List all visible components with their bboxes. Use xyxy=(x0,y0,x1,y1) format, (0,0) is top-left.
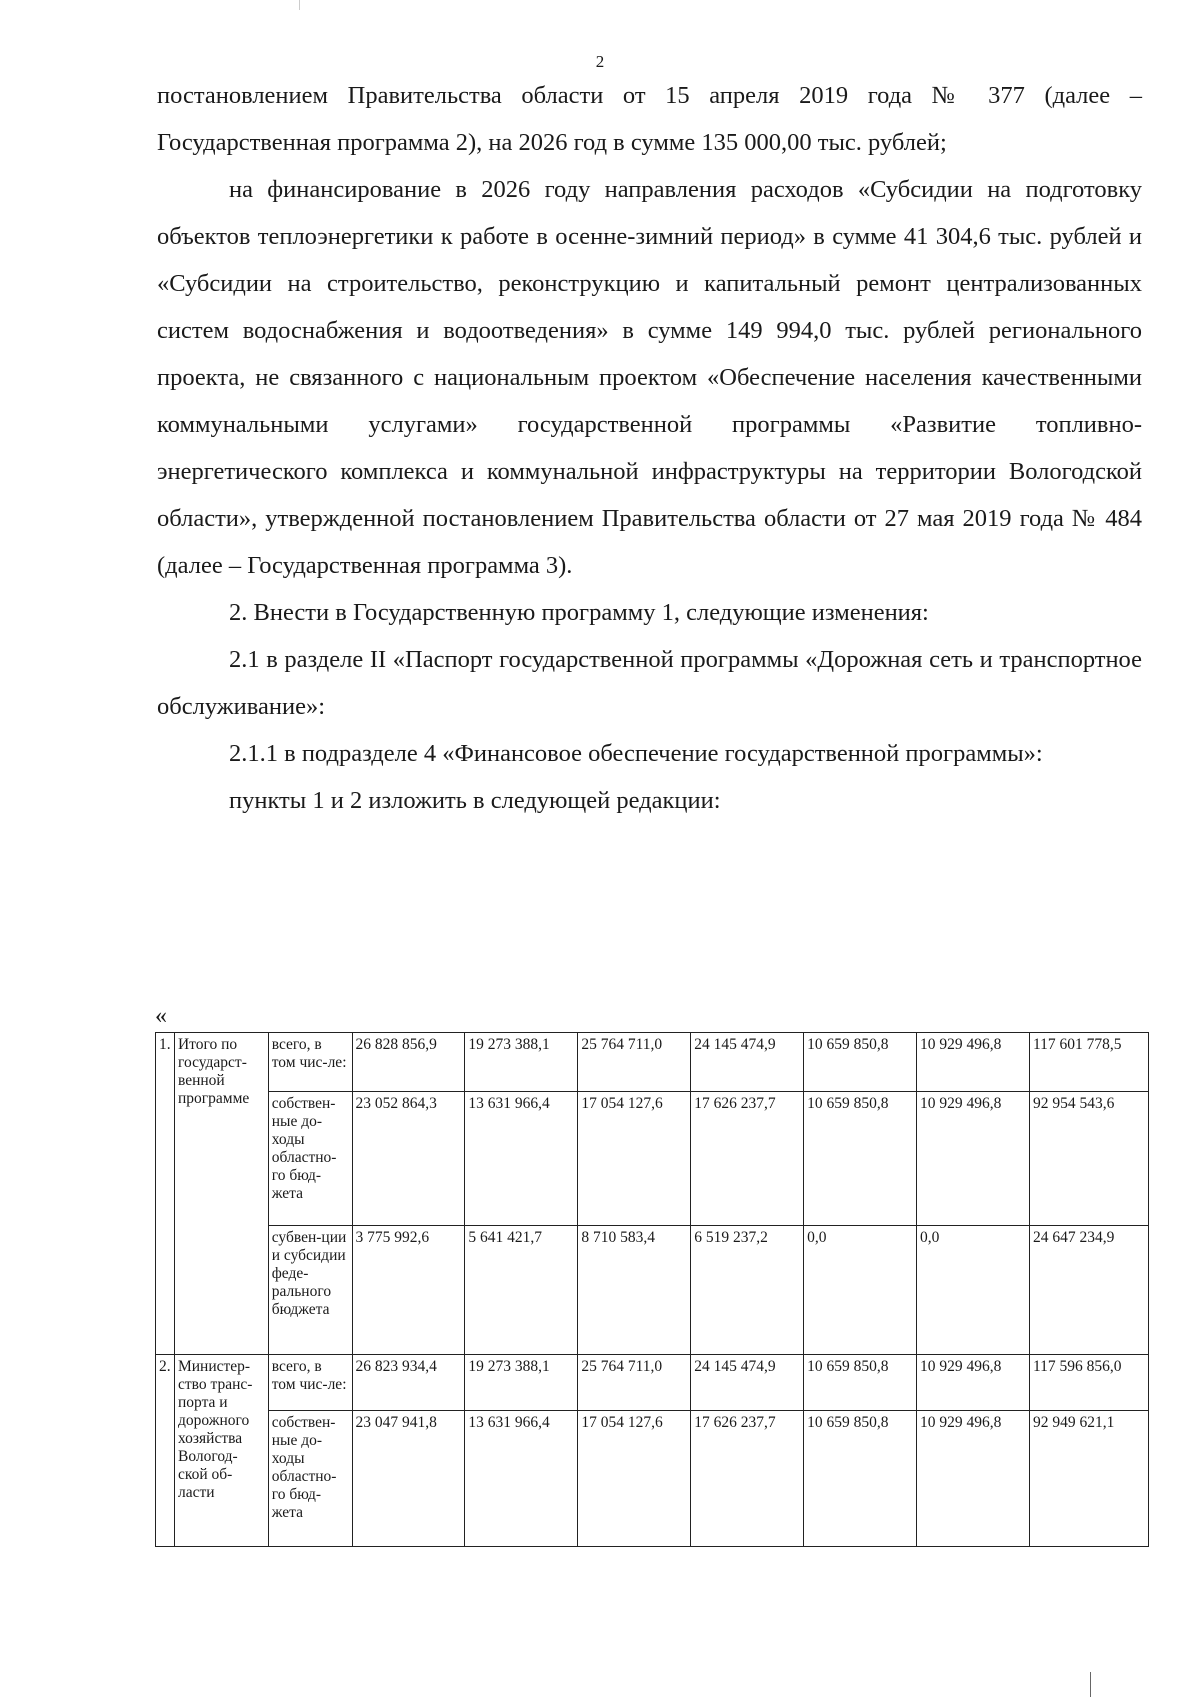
value-cell: 117 596 856,0 xyxy=(1029,1355,1148,1411)
value-cell: 17 626 237,7 xyxy=(691,1092,804,1226)
table-row xyxy=(156,1092,1149,1226)
table-row xyxy=(156,1033,1149,1092)
row-label: всего, в том чис-ле: xyxy=(268,1355,352,1411)
paragraph: 2. Внести в Государственную программу 1, следующие изменения: xyxy=(229,599,929,626)
row-label: собствен-ные до-ходы областно-го бюд-жета xyxy=(268,1092,352,1226)
paragraph: 2.1 в разделе II «Паспорт государственной программы «Дорожная сеть и транспортное обслуживание»: xyxy=(157,646,1142,720)
value-cell: 0,0 xyxy=(917,1226,1030,1355)
value-cell: 6 519 237,2 xyxy=(691,1226,804,1355)
value-cell: 13 631 966,4 xyxy=(465,1411,578,1547)
table-row xyxy=(156,1355,1149,1411)
value-cell: 92 954 543,6 xyxy=(1029,1092,1148,1226)
value-cell: 0,0 xyxy=(804,1226,917,1355)
value-cell: 10 929 496,8 xyxy=(917,1092,1030,1226)
value-cell: 24 145 474,9 xyxy=(691,1033,804,1092)
paragraph: 2.1.1 в подразделе 4 «Финансовое обеспечение государственной программы»: xyxy=(229,740,1043,767)
value-cell: 17 626 237,7 xyxy=(691,1411,804,1547)
value-cell: 24 647 234,9 xyxy=(1029,1226,1148,1355)
value-cell: 10 659 850,8 xyxy=(804,1033,917,1092)
paragraph: на финансирование в 2026 году направления расходов «Субсидии на подготовку объектов теплоэнергетики к работе в осенне-зимний период» в сумме 41 304,6 тыс. рублей и «Субсидии на строительство, реконструкцию и капитальный ремонт централизованных систем водоснабжения и водоотведения» в сумме 149 994,0 тыс. рублей регионального проекта, не связанного с национальным проектом «Обеспечение населения качественными коммунальными услугами» государственной программы «Развитие топливно-энергетического комплекса и коммунальной инфраструктуры на территории Вологодской области», утвержденной постановлением Правительства области от 27 мая 2019 года № 484 (далее – Государственная программа 3). xyxy=(157,176,1142,579)
value-cell: 8 710 583,4 xyxy=(578,1226,691,1355)
row-label: собствен-ные до-ходы областно-го бюд-жета xyxy=(268,1411,352,1547)
value-cell: 10 929 496,8 xyxy=(917,1411,1030,1547)
value-cell: 25 764 711,0 xyxy=(578,1355,691,1411)
table-row xyxy=(156,1411,1149,1547)
financing-table xyxy=(155,1032,1149,1547)
value-cell: 10 929 496,8 xyxy=(917,1355,1030,1411)
value-cell: 92 949 621,1 xyxy=(1029,1411,1148,1547)
value-cell: 25 764 711,0 xyxy=(578,1033,691,1092)
value-cell: 17 054 127,6 xyxy=(578,1092,691,1226)
paragraph: постановлением Правительства области от 15 апреля 2019 года № 377 (далее – Государственная программа 2), на 2026 год в сумме 135 000,00 тыс. рублей; xyxy=(157,82,1142,156)
row-label: всего, в том чис-ле: xyxy=(268,1033,352,1092)
value-cell: 23 052 864,3 xyxy=(352,1092,465,1226)
value-cell: 10 929 496,8 xyxy=(917,1033,1030,1092)
value-cell: 26 828 856,9 xyxy=(352,1033,465,1092)
value-cell: 19 273 388,1 xyxy=(465,1033,578,1092)
row-name: Министер-ство транс-порта и дорожного хозяйства Вологод-ской об-ласти xyxy=(174,1355,268,1547)
value-cell: 10 659 850,8 xyxy=(804,1092,917,1226)
value-cell: 13 631 966,4 xyxy=(465,1092,578,1226)
row-number: 1. xyxy=(156,1033,175,1355)
value-cell: 17 054 127,6 xyxy=(578,1411,691,1547)
row-number: 2. xyxy=(156,1355,175,1547)
table-row xyxy=(156,1226,1149,1355)
value-cell: 5 641 421,7 xyxy=(465,1226,578,1355)
paragraph: пункты 1 и 2 изложить в следующей редакции: xyxy=(229,787,721,814)
value-cell: 117 601 778,5 xyxy=(1029,1033,1148,1092)
value-cell: 10 659 850,8 xyxy=(804,1355,917,1411)
value-cell: 3 775 992,6 xyxy=(352,1226,465,1355)
value-cell: 10 659 850,8 xyxy=(804,1411,917,1547)
body-text xyxy=(157,72,1142,824)
opening-quote: « xyxy=(155,1003,167,1029)
row-name: Итого по государст-венной программе xyxy=(174,1033,268,1355)
value-cell: 23 047 941,8 xyxy=(352,1411,465,1547)
value-cell: 19 273 388,1 xyxy=(465,1355,578,1411)
page-number: 2 xyxy=(595,52,605,71)
scan-mark xyxy=(1090,1672,1091,1697)
row-label: субвен-ции и субсидии феде-рального бюджета xyxy=(268,1226,352,1355)
value-cell: 26 823 934,4 xyxy=(352,1355,465,1411)
value-cell: 24 145 474,9 xyxy=(691,1355,804,1411)
scan-mark xyxy=(299,0,300,10)
